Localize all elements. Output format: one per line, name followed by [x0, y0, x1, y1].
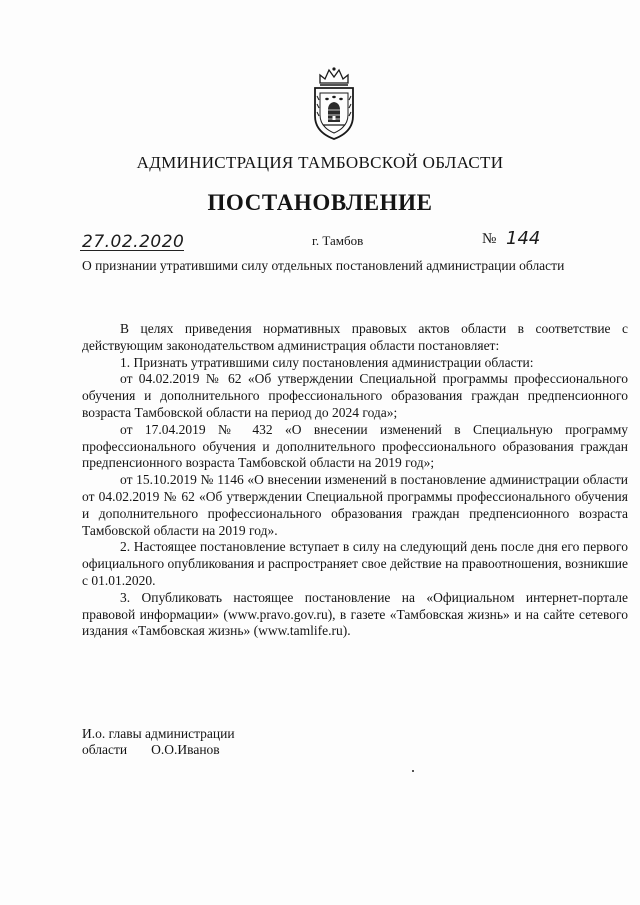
document-body	[82, 321, 628, 640]
signatory-name: О.О.Иванов	[151, 742, 220, 757]
clause-1-item: от 04.02.2019 № 62 «Об утверждении Специальной программы профессионального обучения и дополнительного профессионального образования граждан предпенсионного возраста Тамбовской области на период до 2024 года»;	[82, 371, 628, 420]
document-type-title: ПОСТАНОВЛЕНИЕ	[207, 190, 433, 215]
clause-1-item: от 15.10.2019 № 1146 «О внесении изменений в постановление администрации области от 04.02.2019 № 62 «Об утверждении Специальной программы профессионального обучения и дополнительного профессионального образования граждан предпенсионного возраста Тамбовской области на 2019 год».	[82, 472, 628, 538]
signatory-position: И.о. главы администрации	[82, 726, 235, 741]
organization-name: АДМИНИСТРАЦИЯ ТАМБОВСКОЙ ОБЛАСТИ	[136, 153, 504, 172]
document-number-label: №	[482, 231, 497, 247]
signatory-position-region: области	[82, 742, 128, 757]
signature-block	[82, 726, 235, 758]
scan-speck	[412, 770, 414, 772]
clause-3-paragraph: 3. Опубликовать настоящее постановление на «Официальном интернет-портале правовой информации» (www.pravo.gov.ru), в газете «Тамбовская жизнь» и на сайте сетевого издания «Тамбовская жизнь» (www.tamlife.ru).	[82, 589, 628, 639]
document-subject: О признании утратившими силу отдельных постановлений администрации области	[82, 258, 565, 273]
document-city: г. Тамбов	[312, 233, 364, 248]
clause-2-paragraph: 2. Настоящее постановление вступает в силу на следующий день после дня его первого официального опубликования и распространяет свое действие на правоотношения, возникшие с 01.01.2020.	[82, 539, 628, 588]
clause-1-paragraph: 1. Признать утратившими силу постановления администрации области:	[120, 354, 534, 370]
preamble-paragraph: В целях приведения нормативных правовых актов области в соответствие с действующим законодательством администрация области постановляет:	[82, 321, 628, 353]
document-number: 144	[506, 228, 541, 249]
clause-1-item: от 17.04.2019 № 432 «О внесении изменений в Специальную программу профессионального обучения и дополнительного профессионального образования граждан предпенсионного возраста Тамбовской области на 2019 год»;	[82, 421, 628, 471]
coat-of-arms-icon	[311, 66, 357, 142]
document-date: 27.02.2020	[82, 232, 185, 252]
